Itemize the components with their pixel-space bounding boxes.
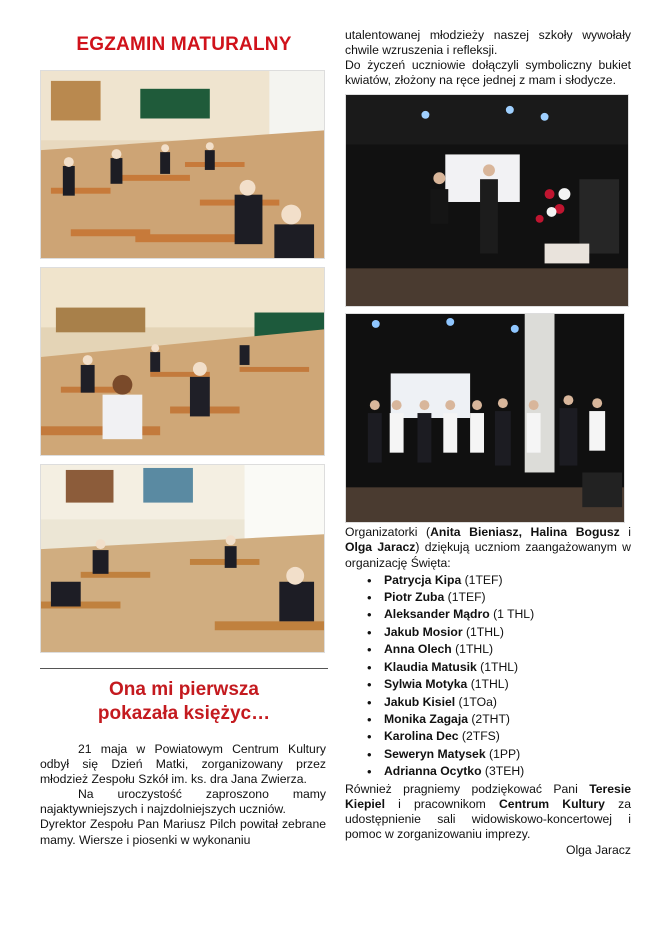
article-title-line1: Ona mi pierwsza: [109, 679, 259, 700]
left-column: [40, 28, 328, 653]
right-column: [345, 28, 631, 858]
closing-name-1: Teresie Kiepiel: [345, 781, 631, 811]
closing-text-b: i pracownikom: [384, 796, 499, 811]
closing-text-a: Również pragniemy podziękować Pani: [345, 781, 590, 796]
article-continuation: utalentowanej młodzieży naszej szkoły wywołały chwile wzruszenia i refleksji.: [345, 28, 631, 58]
article-paragraph: Dyrektor Zespołu Pan Mariusz Pilch powitał zebrane mamy. Wiersze i piosenki w wykonaniu: [40, 817, 326, 847]
student-list: [367, 572, 631, 781]
article-paragraph: Do życzeń uczniowie dołączyli symboliczny bukiet kwiatów, złożony na ręce jednej z mam i słodycze.: [345, 58, 631, 88]
thanks-suffix: ) dziękują uczniom zaangażowanym w organizację Święta:: [345, 540, 631, 570]
list-item: • Seweryn Matysek (1PP): [367, 746, 631, 763]
list-item: • Karolina Dec (2TFS): [367, 728, 631, 745]
article-paragraph: 21 maja w Powiatowym Centrum Kultury odbył się Dzień Matki, zorganizowany przez młodzież Zespołu Szkół im. ks. dra Jana Zwierza.: [40, 742, 326, 787]
closing-thanks: [345, 782, 631, 842]
article-title: [40, 678, 328, 726]
list-item: • Adrianna Ocytko (3TEH): [367, 763, 631, 780]
stage-photo-2: [345, 313, 625, 523]
organizers-thanks: [345, 525, 631, 570]
list-item: • Piotr Zuba (1TEF): [367, 589, 631, 606]
list-item: • Monika Zagaja (2THT): [367, 711, 631, 728]
organizer-names: Anita Bieniasz, Halina Bogusz: [430, 525, 620, 540]
thanks-and: i: [619, 525, 631, 540]
list-item: • Jakub Mosior (1THL): [367, 624, 631, 641]
exam-photo-1: [40, 70, 325, 259]
signature: Olga Jaracz: [565, 842, 631, 857]
article-body: [40, 742, 326, 848]
list-item: • Jakub Kisiel (1TOa): [367, 694, 631, 711]
list-item: • Sylwia Motyka (1THL): [367, 676, 631, 693]
article-title-line2: pokazała księżyc…: [97, 703, 271, 724]
list-item: • Anna Olech (1THL): [367, 641, 631, 658]
list-item: • Patrycja Kipa (1TEF): [367, 572, 631, 589]
page-title: EGZAMIN MATURALNY: [76, 34, 292, 55]
closing-text-c: za udostępnienie sali widowiskowo-koncertowej i pomoc w zorganizowaniu imprezy.: [345, 796, 631, 841]
thanks-prefix: Organizatorki (: [345, 525, 431, 540]
list-item: • Klaudia Matusik (1THL): [367, 659, 631, 676]
section-divider: [40, 668, 328, 669]
exam-photo-2: [40, 267, 325, 456]
closing-name-2: Centrum Kultury: [499, 796, 605, 811]
stage-photo-1: [345, 94, 629, 307]
list-item: • Aleksander Mądro (1 THL): [367, 606, 631, 623]
article-paragraph: Na uroczystość zaproszono mamy najaktywniejszych i najzdolniejszych uczniów.: [40, 787, 326, 817]
exam-photo-3: [40, 464, 325, 653]
organizer-name-3: Olga Jaracz: [345, 540, 416, 555]
